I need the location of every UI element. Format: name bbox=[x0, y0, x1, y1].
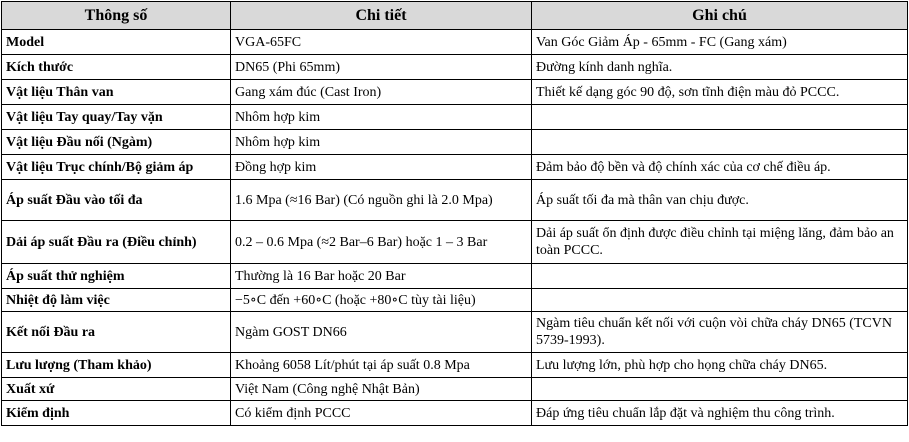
note-cell: Áp suất tối đa mà thân van chịu được. bbox=[532, 180, 908, 221]
table-row bbox=[2, 55, 908, 80]
table-row bbox=[2, 221, 908, 264]
table-row bbox=[2, 312, 908, 353]
note-cell bbox=[532, 264, 908, 289]
note-cell: Đường kính danh nghĩa. bbox=[532, 55, 908, 80]
note-cell bbox=[532, 130, 908, 155]
table-row bbox=[2, 289, 908, 312]
detail-cell: 1.6 Mpa (≈16 Bar) (Có nguồn ghi là 2.0 Mpa) bbox=[231, 180, 532, 221]
note-cell: Ngàm tiêu chuẩn kết nối với cuộn vòi chữa cháy DN65 (TCVN 5739-1993). bbox=[532, 312, 908, 353]
detail-cell: Đồng hợp kim bbox=[231, 155, 532, 180]
table-row bbox=[2, 264, 908, 289]
header-note: Ghi chú bbox=[532, 2, 908, 30]
detail-cell: Khoảng 6058 Lít/phút tại áp suất 0.8 Mpa bbox=[231, 353, 532, 378]
table-row bbox=[2, 353, 908, 378]
header-detail: Chi tiết bbox=[231, 2, 532, 30]
detail-cell: Gang xám đúc (Cast Iron) bbox=[231, 80, 532, 105]
note-cell bbox=[532, 289, 908, 312]
detail-cell: Việt Nam (Công nghệ Nhật Bản) bbox=[231, 378, 532, 401]
header-row bbox=[2, 2, 908, 30]
param-cell: Nhiệt độ làm việc bbox=[2, 289, 231, 312]
detail-cell: Thường là 16 Bar hoặc 20 Bar bbox=[231, 264, 532, 289]
note-cell: Van Góc Giảm Áp - 65mm - FC (Gang xám) bbox=[532, 30, 908, 55]
param-cell: Kích thước bbox=[2, 55, 231, 80]
table-row bbox=[2, 80, 908, 105]
param-cell: Xuất xứ bbox=[2, 378, 231, 401]
table-row bbox=[2, 401, 908, 426]
spec-table bbox=[1, 1, 908, 426]
param-cell: Vật liệu Đầu nối (Ngàm) bbox=[2, 130, 231, 155]
note-cell: Đáp ứng tiêu chuẩn lắp đặt và nghiệm thu công trình. bbox=[532, 401, 908, 426]
detail-cell: DN65 (Phi 65mm) bbox=[231, 55, 532, 80]
param-cell: Vật liệu Thân van bbox=[2, 80, 231, 105]
note-cell: Đảm bảo độ bền và độ chính xác của cơ chế điều áp. bbox=[532, 155, 908, 180]
note-cell bbox=[532, 105, 908, 130]
param-cell: Dải áp suất Đầu ra (Điều chỉnh) bbox=[2, 221, 231, 264]
detail-cell: Nhôm hợp kim bbox=[231, 130, 532, 155]
table-row bbox=[2, 378, 908, 401]
table-row bbox=[2, 105, 908, 130]
param-cell: Model bbox=[2, 30, 231, 55]
table-row bbox=[2, 180, 908, 221]
note-cell: Lưu lượng lớn, phù hợp cho họng chữa cháy DN65. bbox=[532, 353, 908, 378]
note-cell bbox=[532, 378, 908, 401]
detail-cell: −5∘C đến +60∘C (hoặc +80∘C tùy tài liệu) bbox=[231, 289, 532, 312]
param-cell: Lưu lượng (Tham khảo) bbox=[2, 353, 231, 378]
param-cell: Vật liệu Trục chính/Bộ giảm áp bbox=[2, 155, 231, 180]
detail-cell: VGA-65FC bbox=[231, 30, 532, 55]
note-cell: Thiết kế dạng góc 90 độ, sơn tĩnh điện màu đỏ PCCC. bbox=[532, 80, 908, 105]
table-row bbox=[2, 130, 908, 155]
param-cell: Áp suất thử nghiệm bbox=[2, 264, 231, 289]
param-cell: Vật liệu Tay quay/Tay vặn bbox=[2, 105, 231, 130]
detail-cell: Ngàm GOST DN66 bbox=[231, 312, 532, 353]
table-row bbox=[2, 30, 908, 55]
param-cell: Kiểm định bbox=[2, 401, 231, 426]
detail-cell: Nhôm hợp kim bbox=[231, 105, 532, 130]
param-cell: Kết nối Đầu ra bbox=[2, 312, 231, 353]
detail-cell: Có kiểm định PCCC bbox=[231, 401, 532, 426]
param-cell: Áp suất Đầu vào tối đa bbox=[2, 180, 231, 221]
detail-cell: 0.2 – 0.6 Mpa (≈2 Bar–6 Bar) hoặc 1 – 3 Bar bbox=[231, 221, 532, 264]
header-param: Thông số bbox=[2, 2, 231, 30]
note-cell: Dải áp suất ổn định được điều chỉnh tại miệng lăng, đảm bảo an toàn PCCC. bbox=[532, 221, 908, 264]
table-row bbox=[2, 155, 908, 180]
